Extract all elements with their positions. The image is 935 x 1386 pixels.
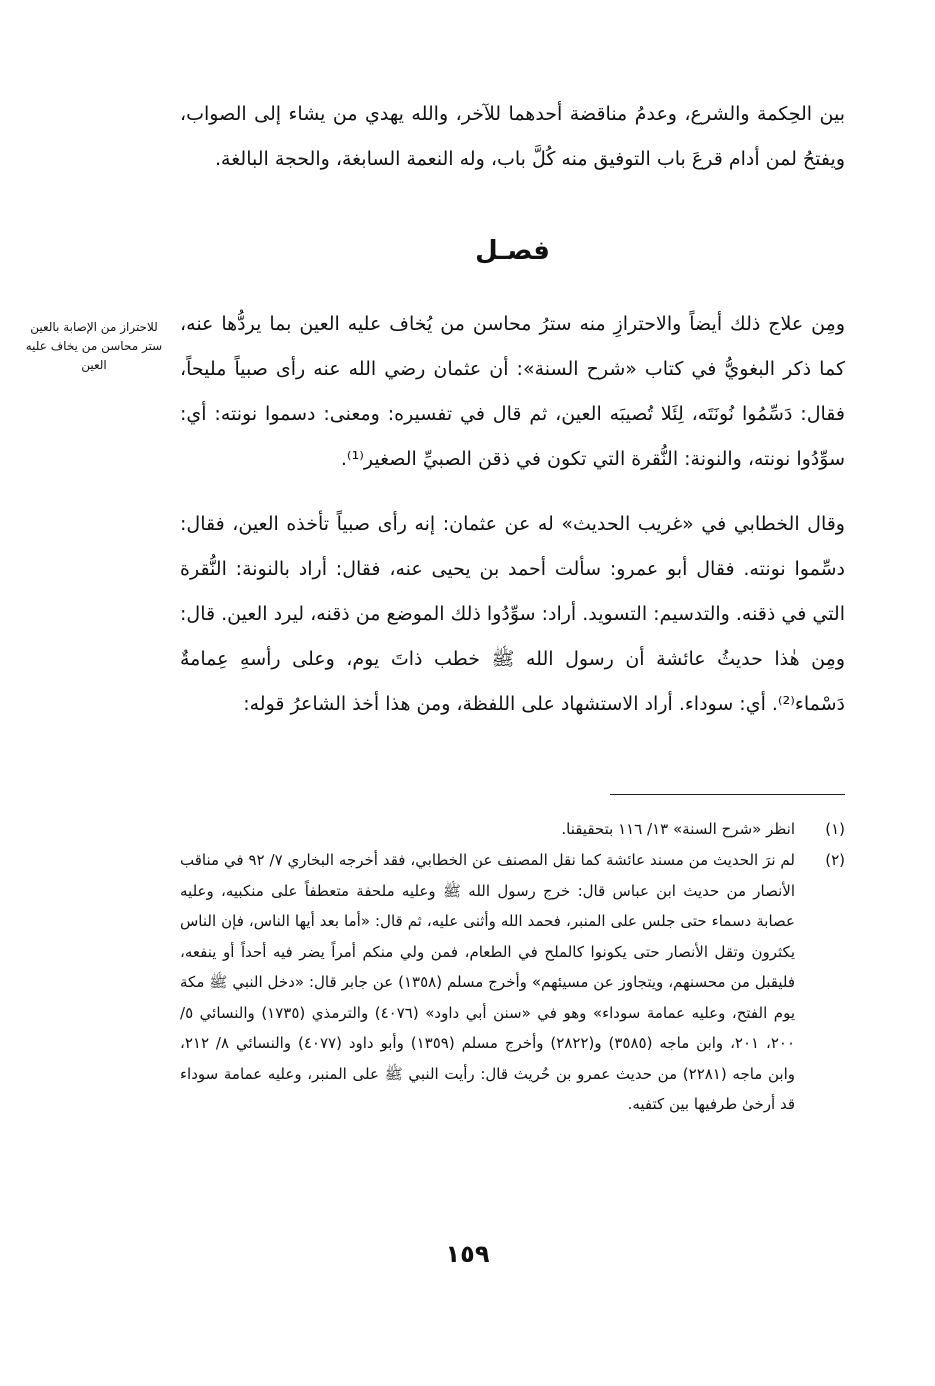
footnote-text: انظر «شرح السنة» ١٣/ ١١٦ بتحقيقنا. (561, 820, 795, 838)
page-number: ١٥٩ (445, 1240, 490, 1268)
footnote-text: لم نرَ الحديث من مسند عائشة كما نقل المصنف عن الخطابي، فقد أخرجه البخاري ٧/ ٩٢ في مناقب الأنصار من حديث ابن عباس قال: خرج رسول الله ﷺ وعليه ملحفة متعطفاً على منكبيه، وعليه عصابة دسماء حتى جلس على المنبر، فحمد الله وأثنى عليه، ثم قال: «أما بعد أيها الناس، فإن الناس يكثرون وتقل الأنصار حتى يكونوا كالملح في الطعام، فمن ولي منكم أمراً يضر فيه أحداً أو ينفعه، فليقبل من محسنهم، ويتجاوز عن مسيئهم» وأخرج مسلم (١٣٥٨) عن جابر قال: «دخل النبي ﷺ مكة يوم الفتح، وعليه عمامة سوداء» وهو في «سنن أبي داود» (٤٠٧٦) والترمذي (١٧٣٥) والنسائي ٥/ ٢٠٠، ٢٠١، وابن ماجه (٣٥٨٥) و(٢٨٢٢) وأخرج مسلم (١٣٥٩) وأبو داود (٤٠٧٧) والنسائي ٨/ ٢١٢، وابن ماجه (٢٢٨١) من حديث عمرو بن حُريث قال: رأيت النبي ﷺ على المنبر، وعليه عمامة سوداء قد أرخىٰ طرفيها بين كتفيه. (180, 851, 796, 1113)
paragraph-khattabi: وقال الخطابي في «غريب الحديث» له عن عثمان: إنه رأى صبياً تأخذه العين، فقال: دسِّموا نونته. فقال أبو عمرو: سألت أحمد بن يحيى عنه، فقال: أراد بالنونة: النُّقرة التي في ذقنه. والتدسيم: التسويد. أراد: سوِّدُوا ذلك الموضع من ذقنه، ليرد العين. قال: ومِن هٰذا حديثُ عائشة أن رسول الله ﷺ خطب ذاتَ يوم، وعلى رأسهِ عِمامةٌ دَسْماء⁽²⁾. أي: سوداء. أراد الاستشهاد على اللفظة، ومن هذا أخذ الشاعرُ قوله: (180, 513, 845, 715)
footnote-number: (١) (825, 820, 845, 838)
margin-note: للاحتراز من الإصابة بالعين ستر محاسن من يخاف عليه العين (25, 320, 163, 372)
footnote-1 (180, 814, 845, 845)
paragraph-evil-eye-remedy: ومِن علاج ذلك أيضاً والاحترازِ منه سترُ محاسن من يُخاف عليه العين بما يردُّها عنه، كما ذكر البغويُّ في كتاب «شرح السنة»: أن عثمان رضي الله عنه رأى صبياً مليحاً، فقال: دَسِّمُوا نُونَتَه، لِئَلا تُصيبَه العين، ثم قال في تفسيره: ومعنى: دسموا نونته: أي: سوِّدُوا نونته، والنونة: النُّقرة التي تكون في ذقن الصبيِّ الصغير⁽¹⁾. (180, 313, 845, 470)
section-heading: فصـل (475, 236, 550, 266)
paragraph-intro: بين الحِكمة والشرع، وعدمُ مناقضة أحدهما للآخر، والله يهدي من يشاء إلى الصواب، ويفتحُ لمن أدام قرعَ باب التوفيق منه كُلَّ باب، وله النعمة السابغة، والحجة البالغة. (180, 103, 845, 170)
footnote-divider (610, 794, 845, 795)
footnote-number: (٢) (825, 851, 845, 869)
footnote-2 (180, 845, 845, 1120)
